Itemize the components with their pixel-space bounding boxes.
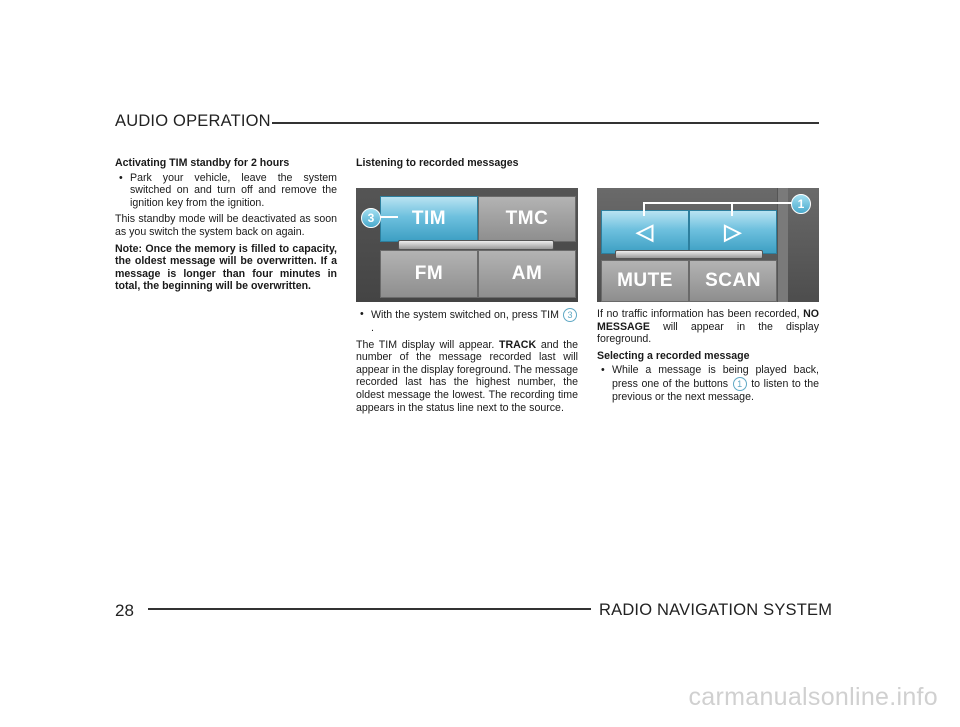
mute-button[interactable]: MUTE [601,260,689,302]
selecting-message-heading: Selecting a recorded message [597,349,750,362]
standby-paragraph: This standby mode will be deactivated as soon as you switch the system back on again. [115,213,337,238]
left-column [115,157,337,297]
tim-display-text: The TIM display will appear. [356,338,495,351]
no-message-paragraph [597,308,819,346]
mid-column [356,308,578,418]
tim-display-paragraph [356,339,578,415]
right-column [597,308,819,408]
callout-3: 3 [361,208,381,228]
previous-arrow-icon: ◁ [636,219,654,244]
tim-display-rest: and the number of the message recorded last will appear in the display foreground. The message recorded last has the highest number, the oldest message the lowest. The recording time appears in the status line next to the source. [356,338,578,414]
press-tim-bullet [356,308,578,335]
press-tim-end: . [371,322,374,334]
display-bar [615,250,763,259]
select-message-rest: to listen to the previous or the next message. [612,377,819,403]
scan-button[interactable]: SCAN [689,260,777,302]
ref-callout-3: 3 [563,308,577,322]
callout-leader-1-right [731,202,733,216]
callout-leader-1 [643,202,798,204]
press-tim-text: With the system switched on, press TIM [371,308,559,321]
am-button[interactable]: AM [478,250,576,298]
header-rule [272,122,819,124]
mid-column-heading-block [356,157,578,172]
ref-callout-1: 1 [733,377,747,391]
tmc-button[interactable]: TMC [478,196,576,242]
fm-button[interactable]: FM [380,250,478,298]
no-traffic-text: If no traffic information has been recorded, [597,308,800,320]
callout-1: 1 [791,194,811,214]
memory-note: Note: Once the memory is filled to capacity, the oldest message will be overwritten. If a message is longer than four minutes in total, the beginning will be overwritten. [115,242,337,293]
tim-standby-heading: Activating TIM standby for 2 hours [115,157,290,169]
tim-button-panel [356,188,578,302]
recorded-messages-heading: Listening to recorded messages [356,157,519,169]
section-title: AUDIO OPERATION [115,112,271,130]
select-message-text: While a message is being played back, press one of the buttons [612,364,819,390]
callout-leader-1-left [643,202,645,216]
footer-title: RADIO NAVIGATION SYSTEM [599,601,833,619]
standby-bullet: • Park your vehicle, leave the system switched on and turn off and remove the ignition key from the ignition. [115,172,337,210]
previous-message-button[interactable] [601,210,689,254]
next-arrow-icon: ▷ [724,219,742,244]
next-message-button[interactable] [689,210,777,254]
page-number: 28 [115,601,134,620]
panel-edge [777,188,788,302]
no-message-label: NO MESSAGE [597,308,819,333]
select-message-bullet [597,364,819,403]
watermark: carmanualsonline.info [688,683,938,711]
no-message-rest: will appear in the display foreground. [597,320,819,346]
footer-rule [148,608,591,610]
seek-button-panel [597,188,819,302]
display-bar [398,240,554,250]
track-label: TRACK [499,338,537,351]
tim-button[interactable]: TIM [380,196,478,242]
